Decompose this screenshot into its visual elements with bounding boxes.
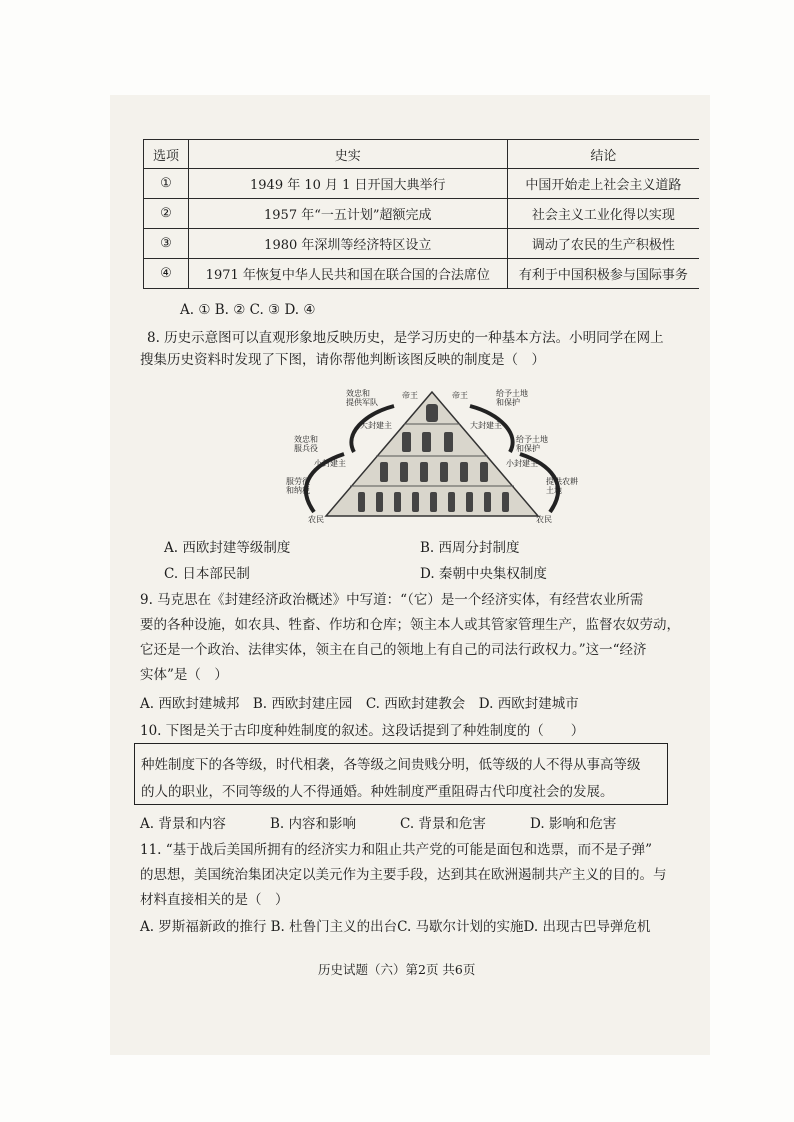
q11-text-line2: 的思想，美国统治集团决定以美元作为主要手段，达到其在欧洲遏制共产主义的目的。与 <box>140 867 667 883</box>
q7-options: A. ① B. ② C. ③ D. ④ <box>180 302 316 318</box>
header-fact: 史实 <box>188 140 507 169</box>
knight-figure-icon <box>400 462 408 482</box>
peasant-figure-icon <box>394 492 401 512</box>
knight-figure-icon <box>380 462 388 482</box>
peasant-figure-icon <box>448 492 455 512</box>
knight-figure-icon <box>420 462 428 482</box>
caste-quote-line1: 种姓制度下的各等级，时代相袭，各等级之间贵贱分明，低等级的人不得从事高等级 <box>141 757 641 773</box>
label-great-left: 大封建主 <box>360 421 392 430</box>
q9-text-line3: 它还是一个政治、法律实体，领主在自己的领地上有自己的司法行政权力。”这一“经济 <box>140 642 647 658</box>
label-r1: 给予土地和保护 <box>496 389 528 407</box>
q9-options: A. 西欧封建城邦 B. 西欧封建庄园 C. 西欧封建教会 D. 西欧封建城市 <box>140 696 579 712</box>
king-figure-icon <box>426 404 438 422</box>
lord-figure-icon <box>444 432 453 452</box>
caste-quote-box <box>134 743 668 805</box>
peasant-figure-icon <box>484 492 491 512</box>
q10-option-a: A. 背景和内容 <box>140 816 226 832</box>
q10-option-d: D. 影响和危害 <box>530 816 617 832</box>
q10-text-line1: 10. 下图是关于古印度种姓制度的叙述。这段话提到了种姓制度的（ ） <box>140 723 585 739</box>
row-option: ③ <box>144 229 189 259</box>
peasant-figure-icon <box>430 492 437 512</box>
q11-options: A. 罗斯福新政的推行 B. 杜鲁门主义的出台C. 马歇尔计划的实施D. 出现古巴导弹危机 <box>140 919 651 935</box>
q9-text-line2: 要的各种设施，如农具、牲畜、作坊和仓库；领主本人或其管家管理生产，监督农奴劳动， <box>140 617 680 633</box>
table-row <box>144 199 700 229</box>
peasant-figure-icon <box>502 492 509 512</box>
row-fact: 1980 年深圳等经济特区设立 <box>188 229 507 259</box>
caste-quote-line2: 的人的职业，不同等级的人不得通婚。种姓制度严重阻碍古代印度社会的发展。 <box>141 784 614 800</box>
row-conclusion: 中国开始走上社会主义道路 <box>507 169 699 199</box>
label-great-right: 大封建主 <box>470 421 502 430</box>
peasant-figure-icon <box>358 492 365 512</box>
q9-text-line1: 9. 马克思在《封建经济政治概述》中写道：“（它）是一个经济实体，有经营农业所需 <box>140 592 644 608</box>
q8-option-b: B. 西周分封制度 <box>420 540 520 556</box>
row-conclusion: 调动了农民的生产积极性 <box>507 229 699 259</box>
label-peasant-left: 农民 <box>308 515 324 524</box>
label-l1: 效忠和提供军队 <box>346 389 378 407</box>
q8-option-d: D. 秦朝中央集权制度 <box>420 566 547 582</box>
label-r2: 给予土地和保护 <box>516 435 548 453</box>
header-option: 选项 <box>144 140 189 169</box>
row-fact: 1971 年恢复中华人民共和国在联合国的合法席位 <box>188 259 507 289</box>
label-l3: 服劳役和纳税 <box>286 477 310 495</box>
row-conclusion: 社会主义工业化得以实现 <box>507 199 699 229</box>
q8-text-line2: 搜集历史资料时发现了下图，请你帮他判断该图反映的制度是（ ） <box>140 352 545 368</box>
label-l2: 效忠和服兵役 <box>294 435 318 453</box>
table-row <box>144 229 700 259</box>
q11-text-line3: 材料直接相关的是（ ） <box>140 892 289 908</box>
q8-text-line1: 8. 历史示意图可以直观形象地反映历史，是学习历史的一种基本方法。小明同学在网上 <box>147 330 664 346</box>
peasant-figure-icon <box>376 492 383 512</box>
knight-figure-icon <box>440 462 448 482</box>
q9-text-line4: 实体”是（ ） <box>140 667 228 683</box>
row-option: ② <box>144 199 189 229</box>
feudal-hierarchy-diagram <box>284 384 580 526</box>
page-footer: 历史试题（六）第2页 共6页 <box>318 962 476 977</box>
knight-figure-icon <box>480 462 488 482</box>
row-option: ① <box>144 169 189 199</box>
row-conclusion: 有利于中国积极参与国际事务 <box>507 259 699 289</box>
row-fact: 1949 年 10 月 1 日开国大典举行 <box>188 169 507 199</box>
table-row <box>144 169 700 199</box>
q11-text-line1: 11. “基于战后美国所拥有的经济实力和阻止共产党的可能是面包和选票，而不是子弹” <box>140 842 653 858</box>
label-king-left: 帝王 <box>402 391 418 400</box>
table-row <box>144 259 700 289</box>
peasant-figure-icon <box>412 492 419 512</box>
label-small-left: 小封建主 <box>314 459 346 468</box>
row-fact: 1957 年“一五计划”超额完成 <box>188 199 507 229</box>
label-small-right: 小封建主 <box>506 459 538 468</box>
peasant-figure-icon <box>466 492 473 512</box>
q8-option-c: C. 日本部民制 <box>164 566 250 582</box>
table-header-row <box>144 140 700 169</box>
label-r3: 提供农耕土地 <box>546 477 578 495</box>
facts-table <box>143 139 699 289</box>
label-king-right: 帝王 <box>452 391 468 400</box>
q10-option-b: B. 内容和影响 <box>270 816 357 832</box>
q10-option-c: C. 背景和危害 <box>400 816 486 832</box>
lord-figure-icon <box>402 432 411 452</box>
knight-figure-icon <box>460 462 468 482</box>
lord-figure-icon <box>422 432 431 452</box>
row-option: ④ <box>144 259 189 289</box>
label-peasant-right: 农民 <box>536 515 552 524</box>
header-conclusion: 结论 <box>507 140 699 169</box>
q8-option-a: A. 西欧封建等级制度 <box>164 540 291 556</box>
